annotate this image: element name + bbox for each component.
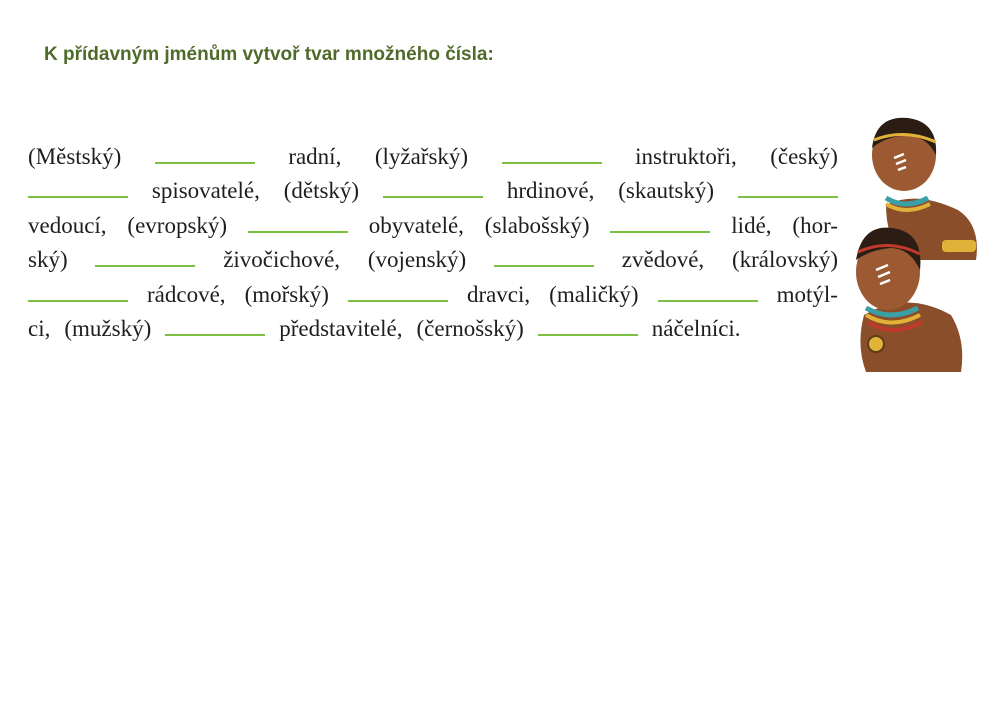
african-people-illustration — [846, 110, 986, 380]
exercise-word: (hor- — [792, 212, 838, 238]
exercise-word: (dětský) — [283, 178, 360, 204]
exercise-heading: K přídavným jménům vytvoř tvar množného čísla: — [44, 44, 494, 65]
exercise-word: (skautský) — [618, 178, 715, 204]
exercise-word: (královský) — [731, 247, 838, 273]
exercise-line — [28, 142, 838, 176]
exercise-word: (Městský) — [28, 144, 122, 169]
answer-blank[interactable] — [165, 314, 265, 336]
exercise-word: (lyžařský) — [374, 144, 469, 169]
exercise-word: obyvatelé, — [368, 212, 464, 238]
exercise-line — [28, 176, 838, 210]
exercise-word: radní, — [288, 144, 342, 169]
exercise-line — [28, 211, 838, 245]
exercise-word: (slabošský) — [484, 212, 590, 238]
exercise-line — [28, 245, 838, 279]
exercise-word: vedoucí, — [28, 212, 107, 238]
exercise-word: ci, — [28, 315, 51, 341]
exercise-word: náčelníci. — [651, 315, 741, 341]
answer-blank[interactable] — [658, 280, 758, 302]
answer-blank[interactable] — [383, 176, 483, 198]
exercise-word: spisovatelé, — [151, 178, 260, 204]
answer-blank[interactable] — [494, 245, 594, 267]
exercise-word: motýl- — [776, 281, 838, 307]
answer-blank[interactable] — [738, 176, 838, 198]
exercise-word: ský) — [28, 247, 68, 273]
exercise-word: rádcové, — [147, 281, 226, 307]
exercise-word: (mořský) — [244, 281, 329, 307]
exercise-word: hrdinové, — [506, 178, 595, 204]
answer-blank[interactable] — [502, 142, 602, 164]
answer-blank[interactable] — [248, 211, 348, 233]
exercise-word: představitelé, — [279, 315, 403, 341]
exercise-word: zvědové, — [621, 247, 705, 273]
exercise-word: (český) — [770, 144, 838, 169]
exercise-word: živočichové, — [223, 247, 341, 273]
exercise-word: (černošský) — [416, 315, 524, 341]
exercise-line — [28, 280, 838, 314]
exercise-text — [28, 142, 838, 348]
answer-blank[interactable] — [610, 211, 710, 233]
answer-blank[interactable] — [155, 142, 255, 164]
exercise-word: lidé, — [731, 212, 772, 238]
exercise-word: (maličký) — [549, 281, 639, 307]
exercise-word: (evropský) — [127, 212, 228, 238]
answer-blank[interactable] — [348, 280, 448, 302]
answer-blank[interactable] — [538, 314, 638, 336]
exercise-word: instruktoři, — [635, 144, 737, 169]
answer-blank[interactable] — [28, 176, 128, 198]
exercise-word: (vojenský) — [367, 247, 467, 273]
exercise-line — [28, 314, 838, 348]
exercise-word: dravci, — [466, 281, 531, 307]
answer-blank[interactable] — [95, 245, 195, 267]
answer-blank[interactable] — [28, 280, 128, 302]
exercise-word: (mužský) — [64, 315, 152, 341]
